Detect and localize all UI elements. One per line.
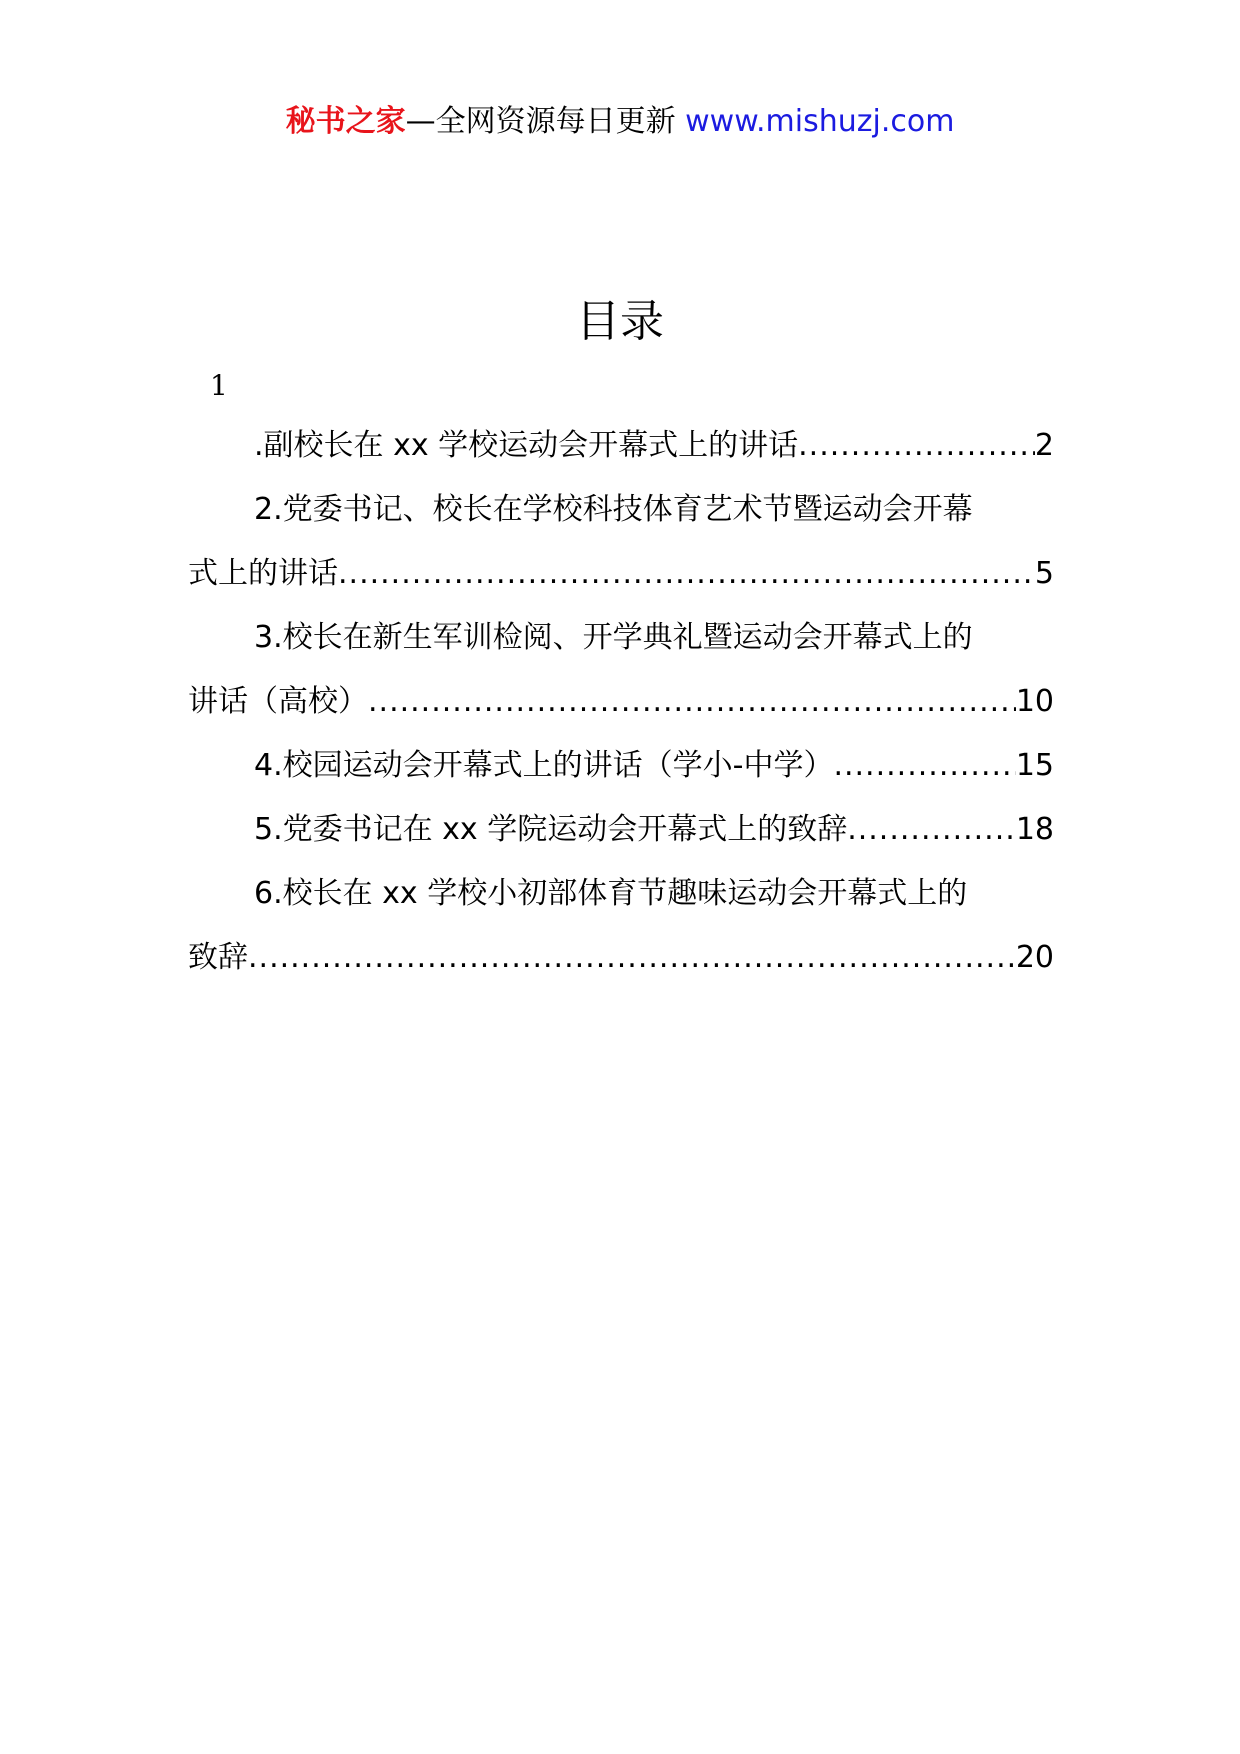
toc-entry-title: 6.校长在 xx 学校小初部体育节趣味运动会开幕式上的 bbox=[254, 876, 968, 911]
dot-leader bbox=[833, 744, 1015, 788]
brand-name: 秘书之家 bbox=[285, 104, 406, 139]
toc-entry-title: 2.党委书记、校长在学校科技体育艺术节暨运动会开幕 bbox=[254, 492, 973, 527]
dot-leader bbox=[338, 552, 1035, 596]
site-banner bbox=[0, 100, 1240, 144]
list-number-marker: 1 bbox=[210, 369, 228, 402]
dot-leader bbox=[847, 808, 1016, 852]
dot-leader bbox=[368, 680, 1016, 724]
toc-entry-3[interactable] bbox=[254, 616, 1054, 660]
toc-entry-2[interactable] bbox=[254, 488, 1054, 532]
toc-page-number: 15 bbox=[1015, 748, 1054, 783]
toc-entry-3-continued[interactable] bbox=[188, 680, 1054, 724]
toc-entry-title: 5.党委书记在 xx 学院运动会开幕式上的致辞 bbox=[254, 812, 848, 847]
toc-entry-title: 4.校园运动会开幕式上的讲话（学小-中学） bbox=[254, 748, 834, 783]
document-title: 目录 bbox=[576, 296, 664, 347]
toc-entry-2-continued[interactable] bbox=[188, 552, 1054, 596]
toc-entry-title-continued: 式上的讲话 bbox=[188, 556, 338, 591]
dot-leader bbox=[798, 424, 1035, 468]
toc-entry-title-continued: 致辞 bbox=[188, 940, 248, 975]
banner-slogan: —全网资源每日更新 bbox=[405, 104, 686, 139]
toc-entry-4[interactable] bbox=[254, 744, 1054, 788]
toc-entry-title: 3.校长在新生军训检阅、开学典礼暨运动会开幕式上的 bbox=[254, 620, 973, 655]
toc-entry-5[interactable] bbox=[254, 808, 1054, 852]
toc-page-number: 18 bbox=[1015, 812, 1054, 847]
toc-entry-title: .副校长在 xx 学校运动会开幕式上的讲话 bbox=[254, 428, 799, 463]
toc-page-number: 20 bbox=[1015, 940, 1054, 975]
toc-entry-1[interactable] bbox=[254, 424, 1054, 468]
toc-entry-title-continued: 讲话（高校） bbox=[188, 684, 368, 719]
toc-page-number: 2 bbox=[1034, 428, 1054, 463]
toc-entry-6[interactable] bbox=[254, 872, 1054, 916]
dot-leader bbox=[248, 936, 1016, 980]
toc-entry-6-continued[interactable] bbox=[188, 936, 1054, 980]
toc-page-number: 10 bbox=[1015, 684, 1054, 719]
site-url-link[interactable]: www.mishuzj.com bbox=[685, 104, 955, 139]
toc-page-number: 5 bbox=[1034, 556, 1054, 591]
